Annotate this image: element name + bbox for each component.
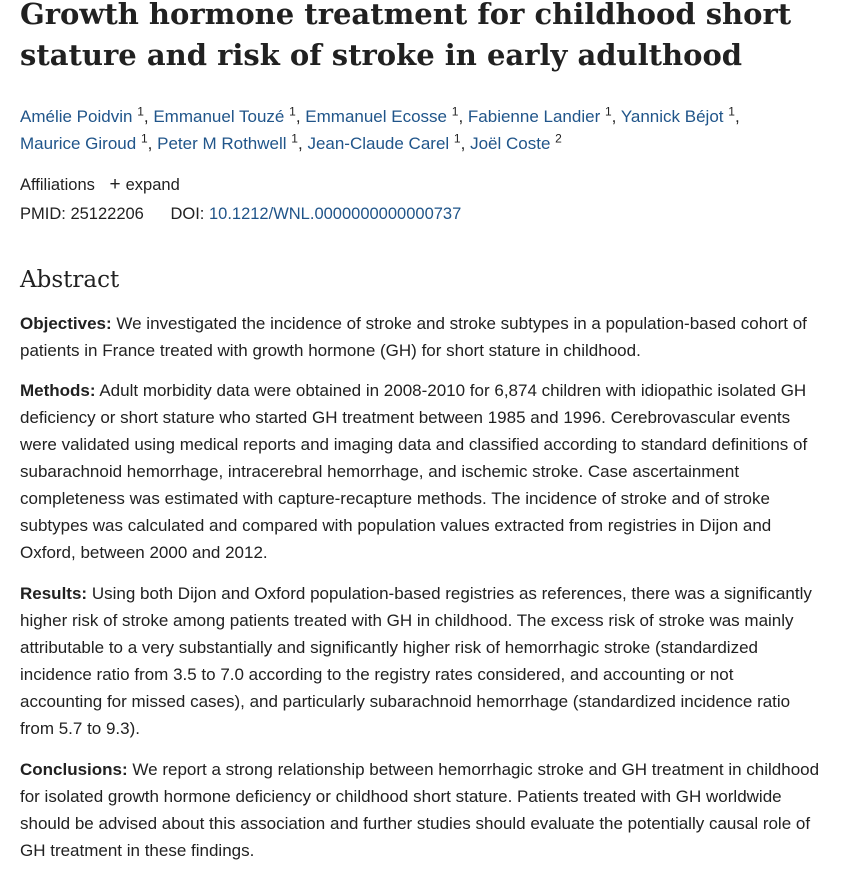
doi-link[interactable]: 10.1212/WNL.0000000000000737: [208, 205, 462, 223]
article-title: Growth hormone treatment for childhood short stature and risk of stroke in early adulthood: [20, 0, 792, 72]
objectives-text: We investigated the incidence of stroke and stroke subtypes in a population-based cohort of patients in France treated with growth hormone (GH) for short stature in childhood.: [20, 314, 807, 360]
affiliation-number: 1: [289, 104, 296, 119]
affiliation-number: 1: [291, 131, 298, 146]
affiliation-number: 1: [604, 104, 612, 119]
author-link[interactable]: Emmanuel Ecosse: [305, 107, 448, 126]
author-link[interactable]: Maurice Giroud: [20, 134, 137, 153]
pmid-value: 25122206: [70, 205, 144, 223]
methods-text: Adult morbidity data were obtained in 2008-2010 for 6,874 children with idiopathic isolated GH deficiency or short stature who started GH treatment between 1985 and 1996. Cerebrovascular events were validated using medical reports and imaging data and classified according to standard definitions of subarachnoid hemorrhage, intracerebral hemorrhage, and ischemic stroke. Case ascertainment completeness was estimated with capture-recapture methods. The incidence of stroke and of stroke subtypes was calculated and compared with population values extracted from registries in Dijon and Oxford, between 2000 and 2012.: [20, 381, 808, 562]
expand-label: expand: [125, 176, 180, 194]
affiliations-expand-button[interactable]: [110, 176, 180, 194]
abstract-objectives: [20, 310, 820, 364]
identifiers-row: [20, 203, 461, 225]
author-link[interactable]: Yannick Béjot: [620, 107, 724, 126]
author-link[interactable]: Joël Coste: [470, 134, 551, 153]
results-label: Results:: [20, 584, 88, 603]
conclusions-text: We report a strong relationship between hemorrhagic stroke and GH treatment in childhood for isolated growth hormone deficiency or childhood short stature. Patients treated with GH worldwide should be advised about this association and further studies should evaluate the potentially causal role of GH treatment in these findings.: [20, 760, 820, 860]
affiliation-number: 1: [137, 104, 144, 119]
affiliation-number: 1: [140, 131, 148, 146]
abstract-conclusions: [20, 756, 820, 864]
abstract-heading: Abstract: [20, 267, 120, 293]
results-text: Using both Dijon and Oxford population-based registries as references, there was a significantly higher risk of stroke among patients treated with GH in childhood. The excess risk of stroke was mainly attributable to a very substantially and significantly higher risk of hemorrhagic stroke (standardized incidence ratio from 3.5 to 7.0 according to the registry rates considered, and accounting or not accounting for missed cases), and particularly subarachnoid hemorrhage (standardized incidence ratio from 5.7 to 9.3).: [20, 584, 812, 738]
methods-label: Methods:: [20, 381, 96, 400]
author-link[interactable]: Jean-Claude Carel: [307, 134, 450, 153]
conclusions-label: Conclusions:: [20, 760, 128, 779]
author-link[interactable]: Fabienne Landier: [467, 107, 601, 126]
doi-label: DOI:: [170, 205, 205, 223]
plus-icon: +: [109, 174, 121, 195]
affiliations-row: [20, 174, 180, 196]
author-link[interactable]: Peter M Rothwell: [157, 134, 287, 153]
author-list: Amélie Poidvin $^1$, Emmanuel Touzé $^1$, Emmanuel Ecosse $^1$, Fabienne Landier $^1$, Yannick Béjot $^1$, Maurice Giroud $^1$, Peter M Rothwell $^1$, Jean-Claude Carel $^1$, Joël Coste $^2$: [20, 104, 740, 153]
abstract-methods: [20, 377, 820, 566]
author-link[interactable]: Amélie Poidvin: [20, 107, 133, 126]
author-link[interactable]: Emmanuel Touzé: [153, 107, 285, 126]
affiliation-number: 2: [555, 131, 562, 146]
affiliations-label: Affiliations: [20, 176, 95, 194]
abstract-results: [20, 580, 820, 742]
pmid-label: PMID:: [20, 205, 66, 223]
affiliation-number: 1: [728, 104, 735, 119]
objectives-label: Objectives:: [20, 314, 112, 333]
affiliation-number: 1: [453, 131, 461, 146]
affiliation-number: 1: [451, 104, 459, 119]
